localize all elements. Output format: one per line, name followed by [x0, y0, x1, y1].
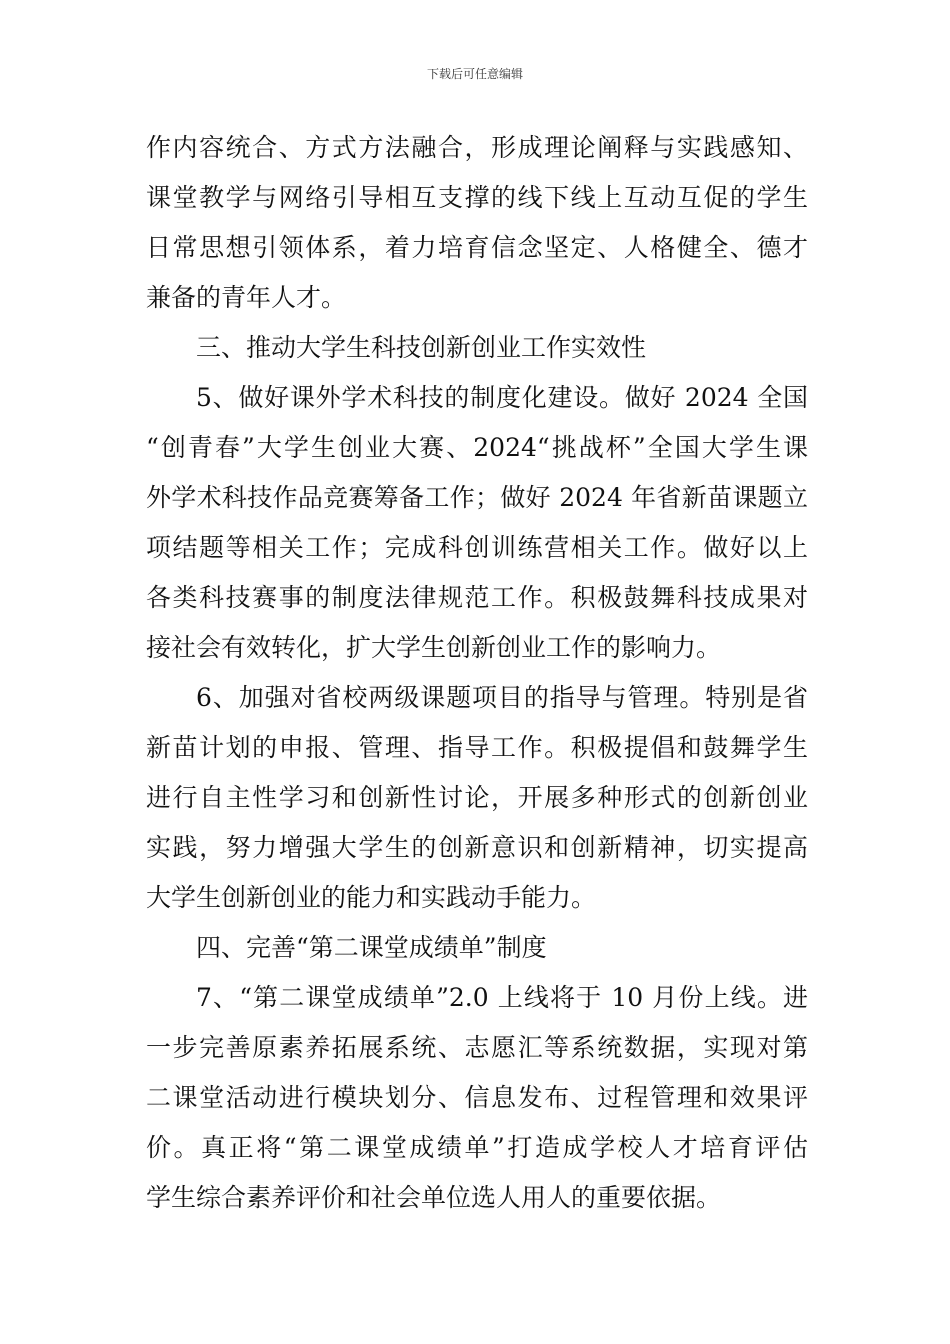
text-line: 进行自主性学习和创新性讨论，开展多种形式的创新创业 — [146, 783, 808, 812]
document-body — [146, 123, 808, 1223]
text-line: 价。真正将“第二课堂成绩单”打造成学校人才培育评估 — [146, 1133, 808, 1162]
text-line: 兼备的青年人才。 — [146, 283, 347, 312]
text-line: 各类科技赛事的制度法律规范工作。积极鼓舞科技成果对 — [146, 583, 808, 612]
text-line: 四、完善“第二课堂成绩单”制度 — [196, 933, 547, 962]
text-line: 项结题等相关工作；完成科创训练营相关工作。做好以上 — [146, 533, 808, 562]
text-line: 外学术科技作品竞赛筹备工作；做好 2024 年省新苗课题立 — [146, 483, 808, 512]
page-header: 下载后可任意编辑 — [426, 67, 523, 81]
text-line: 实践，努力增强大学生的创新意识和创新精神，切实提高 — [146, 833, 808, 862]
text-line: 7、“第二课堂成绩单”2.0 上线将于 10 月份上线。进 — [196, 983, 808, 1012]
text-line: “创青春”大学生创业大赛、2024“挑战杯”全国大学生课 — [146, 433, 808, 462]
text-line: 新苗计划的申报、管理、指导工作。积极提倡和鼓舞学生 — [146, 733, 808, 762]
text-line: 日常思想引领体系，着力培育信念坚定、人格健全、德才 — [146, 233, 808, 262]
text-line: 二课堂活动进行模块划分、信息发布、过程管理和效果评 — [146, 1083, 808, 1112]
text-line: 三、推动大学生科技创新创业工作实效性 — [196, 333, 647, 362]
text-line: 学生综合素养评价和社会单位选人用人的重要依据。 — [146, 1183, 722, 1212]
text-line: 一步完善原素养拓展系统、志愿汇等系统数据，实现对第 — [146, 1033, 808, 1062]
text-line: 作内容统合、方式方法融合，形成理论阐释与实践感知、 — [146, 133, 808, 162]
text-line: 5、做好课外学术科技的制度化建设。做好 2024 全国 — [196, 383, 808, 412]
text-line: 课堂教学与网络引导相互支撑的线下线上互动互促的学生 — [146, 183, 808, 212]
text-line: 接社会有效转化，扩大学生创新创业工作的影响力。 — [146, 633, 722, 662]
text-line: 大学生创新创业的能力和实践动手能力。 — [146, 883, 597, 912]
text-line: 6、加强对省校两级课题项目的指导与管理。特别是省 — [196, 683, 808, 712]
